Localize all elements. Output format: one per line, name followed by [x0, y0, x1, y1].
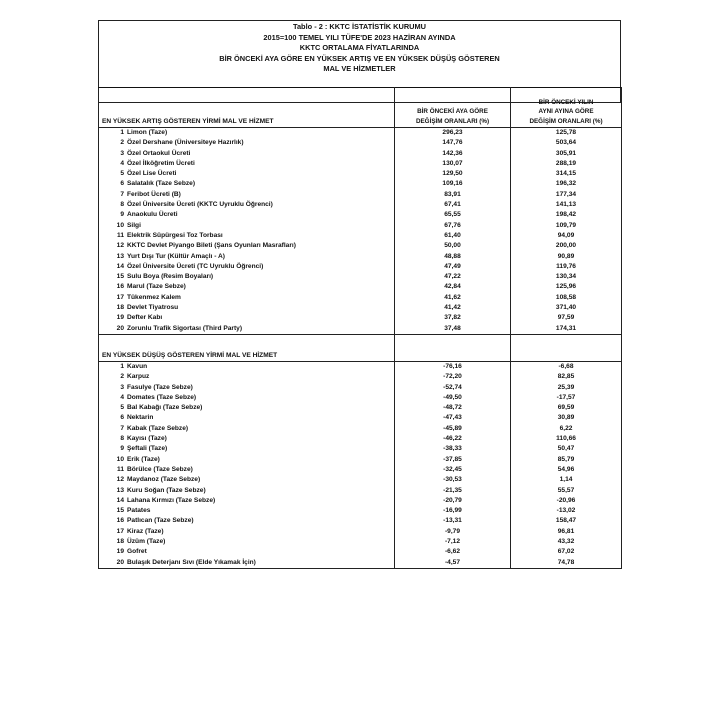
item-name: Kiraz (Taze) [127, 527, 164, 535]
empty-cell [395, 341, 511, 362]
row-number: 1 [120, 129, 124, 136]
yearly-change-cell: -13,02 [511, 506, 622, 516]
item-name: Bal Kabağı (Taze Sebze) [127, 404, 203, 412]
item-cell [99, 169, 395, 179]
row-number: 16 [116, 517, 124, 525]
item-cell [99, 547, 395, 557]
row-number: 2 [120, 373, 124, 381]
row-number: 18 [116, 537, 124, 545]
table-row [99, 434, 622, 444]
item-cell [99, 138, 395, 148]
yearly-change-cell: 55,57 [511, 486, 622, 496]
item-name: Börülce (Taze Sebze) [127, 465, 193, 473]
yearly-change-cell: 119,76 [511, 262, 622, 272]
item-cell [99, 486, 395, 496]
item-name: Kayısı (Taze) [127, 435, 167, 443]
header-line: BİR ÖNCEKİ AYA GÖRE [417, 108, 488, 116]
row-number: 5 [120, 170, 124, 178]
header-line: DEĞİŞİM ORANLARI (%) [529, 117, 603, 125]
yearly-change-cell: 130,34 [511, 272, 622, 282]
item-cell [99, 537, 395, 547]
item-name: Özel Lise Ücreti [127, 170, 177, 178]
item-name: Kuru Soğan (Taze Sebze) [127, 486, 206, 494]
monthly-change-cell: -21,35 [395, 486, 511, 496]
empty-cell [511, 341, 622, 362]
table-row [99, 465, 622, 475]
table-row [99, 547, 622, 557]
table-row [99, 558, 622, 569]
row-number: 16 [116, 283, 124, 291]
monthly-change-cell: 41,42 [395, 303, 511, 313]
row-number: 6 [120, 414, 124, 422]
table-row [99, 361, 622, 372]
title-line: BİR ÖNCEKİ AYA GÖRE EN YÜKSEK ARTIŞ VE EN YÜKSEK DÜŞÜŞ GÖSTEREN [219, 53, 500, 63]
item-cell [99, 465, 395, 475]
yearly-change-cell: 196,32 [511, 179, 622, 189]
item-cell [99, 516, 395, 526]
item-cell [99, 200, 395, 210]
row-number: 10 [116, 221, 124, 229]
row-number: 8 [120, 201, 124, 209]
table-row [99, 200, 622, 210]
yearly-change-cell: 90,89 [511, 252, 622, 262]
item-name: Feribot Ücreti (B) [127, 190, 181, 198]
yearly-change-cell: 74,78 [511, 558, 622, 569]
monthly-change-cell: -13,31 [395, 516, 511, 526]
increase-section-title: EN YÜKSEK ARTIŞ GÖSTEREN YİRMİ MAL VE HİZMET [99, 88, 395, 128]
monthly-change-cell: -4,57 [395, 558, 511, 569]
table-row [99, 413, 622, 423]
item-name: Marul (Taze Sebze) [127, 283, 186, 291]
monthly-change-cell: 130,07 [395, 159, 511, 169]
item-name: Zorunlu Trafik Sigortası (Third Party) [127, 324, 243, 332]
row-number: 7 [120, 424, 124, 432]
table-row [99, 403, 622, 413]
item-cell [99, 506, 395, 516]
monthly-change-cell: 37,48 [395, 324, 511, 335]
monthly-change-cell: 61,40 [395, 231, 511, 241]
monthly-change-cell: 48,88 [395, 252, 511, 262]
yearly-change-cell: 25,39 [511, 383, 622, 393]
monthly-change-cell: -38,33 [395, 444, 511, 454]
yearly-change-cell: 305,91 [511, 149, 622, 159]
table-row [99, 303, 622, 313]
item-name: Devlet Tiyatrosu [127, 304, 179, 312]
yearly-change-cell: -6,68 [511, 361, 622, 372]
row-number: 3 [120, 149, 124, 157]
table-row [99, 372, 622, 382]
yearly-change-cell: 67,02 [511, 547, 622, 557]
monthly-change-cell: -52,74 [395, 383, 511, 393]
item-cell [99, 262, 395, 272]
yearly-change-cell: 314,15 [511, 169, 622, 179]
item-cell [99, 221, 395, 231]
item-cell [99, 210, 395, 220]
monthly-change-cell: 41,62 [395, 293, 511, 303]
title-line: KKTC ORTALAMA FİYATLARINDA [299, 43, 420, 53]
item-name: Özel Üniversite Ücreti (TC Uyruklu Öğrenci) [127, 262, 264, 270]
table-row [99, 252, 622, 262]
table-row [99, 537, 622, 547]
item-name: Gofret [127, 548, 147, 556]
item-name: Defter Kabı [127, 314, 163, 322]
item-name: KKTC Devlet Piyango Bileti (Şans Oyunları Masrafları) [127, 242, 296, 250]
item-cell [99, 149, 395, 159]
decrease-section-header [99, 341, 622, 362]
item-name: Patlıcan (Taze Sebze) [127, 517, 194, 525]
table-row [99, 159, 622, 169]
yearly-change-cell: 125,96 [511, 282, 622, 292]
title-line: 2015=100 TEMEL YILI TÜFE'DE 2023 HAZİRAN AYINDA [263, 32, 456, 42]
decrease-section-title: EN YÜKSEK DÜŞÜŞ GÖSTEREN YİRMİ MAL VE HİZMET [99, 341, 395, 362]
yearly-change-cell: 6,22 [511, 424, 622, 434]
item-name: Patates [127, 507, 151, 515]
monthly-change-cell: -76,16 [395, 361, 511, 372]
table-row [99, 455, 622, 465]
price-change-table [98, 87, 622, 569]
table-row [99, 282, 622, 292]
row-number: 20 [116, 558, 124, 566]
row-number: 9 [120, 211, 124, 219]
row-number: 10 [116, 455, 124, 463]
yearly-change-cell: 69,59 [511, 403, 622, 413]
item-name: Tükenmez Kalem [127, 293, 181, 301]
table-row [99, 444, 622, 454]
yearly-change-cell: 141,13 [511, 200, 622, 210]
yearly-change-cell: 94,09 [511, 231, 622, 241]
row-number: 2 [120, 139, 124, 147]
table-row [99, 190, 622, 200]
row-number: 4 [120, 159, 124, 167]
table-row [99, 424, 622, 434]
row-number: 3 [120, 383, 124, 391]
monthly-change-cell: 67,76 [395, 221, 511, 231]
item-name: Kavun [127, 362, 148, 370]
item-name: Kabak (Taze Sebze) [127, 424, 189, 432]
yearly-change-cell: 200,00 [511, 241, 622, 251]
item-cell [99, 383, 395, 393]
item-cell [99, 475, 395, 485]
monthly-change-cell: -45,89 [395, 424, 511, 434]
yearly-change-cell: 371,40 [511, 303, 622, 313]
item-cell [99, 434, 395, 444]
row-number: 17 [116, 527, 124, 535]
item-name: Özel Ortaokul Ücreti [127, 149, 191, 157]
table-row [99, 324, 622, 335]
yearly-change-cell: 82,85 [511, 372, 622, 382]
table-row [99, 506, 622, 516]
row-number: 11 [117, 231, 124, 239]
item-cell [99, 303, 395, 313]
item-name: Salatalık (Taze Sebze) [127, 180, 196, 188]
title-line: MAL VE HİZMETLER [323, 64, 396, 74]
monthly-change-cell: -30,53 [395, 475, 511, 485]
item-cell [99, 252, 395, 262]
monthly-change-cell: -6,62 [395, 547, 511, 557]
item-name: Yurt Dışı Tur (Kültür Amaçlı - A) [127, 252, 225, 260]
item-name: Nektarin [127, 414, 154, 422]
row-number: 6 [120, 180, 124, 188]
item-name: Limon (Taze) [127, 129, 168, 136]
row-number: 20 [116, 324, 124, 332]
table-row [99, 496, 622, 506]
row-number: 13 [116, 486, 124, 494]
row-number: 11 [117, 465, 124, 473]
table-row [99, 272, 622, 282]
table-row [99, 293, 622, 303]
monthly-change-cell: 109,16 [395, 179, 511, 189]
item-cell [99, 324, 395, 335]
item-cell [99, 424, 395, 434]
header-line: AYNI AYINA GÖRE [538, 108, 594, 116]
table-row [99, 231, 622, 241]
monthly-change-cell: -37,85 [395, 455, 511, 465]
monthly-change-cell: 37,82 [395, 313, 511, 323]
item-cell [99, 496, 395, 506]
row-number: 5 [120, 404, 124, 412]
monthly-change-cell: 42,84 [395, 282, 511, 292]
monthly-change-cell: -46,22 [395, 434, 511, 444]
monthly-change-header [395, 88, 511, 128]
yearly-change-cell: 158,47 [511, 516, 622, 526]
table-row [99, 313, 622, 323]
item-name: Özel Üniversite Ücreti (KKTC Uyruklu Öğrenci) [127, 201, 273, 209]
item-name: Lahana Kırmızı (Taze Sebze) [127, 496, 216, 504]
table-row [99, 383, 622, 393]
monthly-change-cell: 47,22 [395, 272, 511, 282]
item-cell [99, 179, 395, 189]
yearly-change-cell: 109,79 [511, 221, 622, 231]
table-row [99, 262, 622, 272]
monthly-change-cell: -47,43 [395, 413, 511, 423]
yearly-change-cell: -17,57 [511, 393, 622, 403]
item-name: Özel İlköğretim Ücreti [127, 159, 195, 167]
row-number: 19 [116, 548, 124, 556]
item-cell [99, 128, 395, 139]
yearly-change-cell: 54,96 [511, 465, 622, 475]
item-name: Erik (Taze) [127, 455, 160, 463]
table-row [99, 486, 622, 496]
item-cell [99, 444, 395, 454]
table-row [99, 516, 622, 526]
header-row [99, 88, 622, 128]
item-name: Anaokulu Ücreti [127, 211, 178, 219]
item-cell [99, 313, 395, 323]
item-name: Maydanoz (Taze Sebze) [127, 476, 201, 484]
item-cell [99, 282, 395, 292]
yearly-change-cell: 96,81 [511, 527, 622, 537]
row-number: 18 [116, 304, 124, 312]
item-cell [99, 272, 395, 282]
monthly-change-cell: 147,76 [395, 138, 511, 148]
yearly-change-cell: 50,47 [511, 444, 622, 454]
item-cell [99, 393, 395, 403]
table-row [99, 475, 622, 485]
row-number: 13 [116, 252, 124, 260]
row-number: 15 [116, 273, 124, 281]
row-number: 8 [120, 435, 124, 443]
monthly-change-cell: -48,72 [395, 403, 511, 413]
monthly-change-cell: 296,23 [395, 128, 511, 139]
item-cell [99, 558, 395, 569]
header-line: DEĞİŞİM ORANLARI (%) [415, 117, 490, 125]
item-cell [99, 231, 395, 241]
table-row [99, 169, 622, 179]
yearly-change-header [511, 88, 622, 128]
row-number: 9 [120, 445, 124, 453]
yearly-change-cell: 177,34 [511, 190, 622, 200]
item-cell [99, 372, 395, 382]
table-row [99, 241, 622, 251]
row-number: 12 [116, 242, 124, 250]
table-row [99, 221, 622, 231]
monthly-change-cell: 47,49 [395, 262, 511, 272]
yearly-change-cell: 125,78 [511, 128, 622, 139]
item-cell [99, 527, 395, 537]
monthly-change-cell: -49,50 [395, 393, 511, 403]
item-name: Şeftali (Taze) [127, 445, 168, 453]
item-name: Fasulye (Taze Sebze) [127, 383, 193, 391]
row-number: 12 [116, 476, 124, 484]
item-cell [99, 361, 395, 372]
monthly-change-cell: 129,50 [395, 169, 511, 179]
row-number: 1 [120, 362, 124, 370]
yearly-change-cell: 43,32 [511, 537, 622, 547]
monthly-change-cell: -16,99 [395, 506, 511, 516]
table-row [99, 149, 622, 159]
item-name: Domates (Taze Sebze) [127, 393, 197, 401]
row-number: 17 [116, 293, 124, 301]
yearly-change-cell: 30,89 [511, 413, 622, 423]
item-name: Sulu Boya (Resim Boyaları) [127, 273, 214, 281]
item-cell [99, 455, 395, 465]
item-name: Karpuz [127, 373, 150, 381]
item-name: Üzüm (Taze) [127, 537, 166, 545]
item-name: Elektrik Süpürgesi Toz Torbası [127, 231, 223, 239]
yearly-change-cell: -20,96 [511, 496, 622, 506]
monthly-change-cell: -9,79 [395, 527, 511, 537]
item-cell [99, 413, 395, 423]
monthly-change-cell: 50,00 [395, 241, 511, 251]
item-cell [99, 241, 395, 251]
monthly-change-cell: 142,36 [395, 149, 511, 159]
yearly-change-cell: 97,59 [511, 313, 622, 323]
yearly-change-cell: 85,79 [511, 455, 622, 465]
table-row [99, 210, 622, 220]
item-cell [99, 190, 395, 200]
yearly-change-cell: 503,64 [511, 138, 622, 148]
row-number: 19 [116, 314, 124, 322]
row-number: 14 [116, 496, 124, 504]
monthly-change-cell: -7,12 [395, 537, 511, 547]
yearly-change-cell: 198,42 [511, 210, 622, 220]
table-row [99, 393, 622, 403]
yearly-change-cell: 110,66 [511, 434, 622, 444]
item-name: Bulaşık Deterjanı Sıvı (Elde Yıkamak İçin) [127, 558, 256, 566]
monthly-change-cell: 67,41 [395, 200, 511, 210]
row-number: 4 [120, 393, 124, 401]
header-line: BİR ÖNCEKİ YILIN [538, 98, 594, 106]
yearly-change-cell: 108,58 [511, 293, 622, 303]
title-line: Tablo - 2 : KKTC İSTATİSTİK KURUMU [292, 22, 427, 31]
yearly-change-cell: 174,31 [511, 324, 622, 335]
row-number: 7 [120, 190, 124, 198]
item-cell [99, 293, 395, 303]
monthly-change-cell: -32,45 [395, 465, 511, 475]
yearly-change-cell: 288,19 [511, 159, 622, 169]
monthly-change-cell: 83,91 [395, 190, 511, 200]
row-number: 15 [116, 507, 124, 515]
monthly-change-cell: -72,20 [395, 372, 511, 382]
item-name: Silgi [127, 221, 141, 229]
table-row [99, 128, 622, 139]
table-row [99, 527, 622, 537]
item-cell [99, 159, 395, 169]
yearly-change-cell: 1,14 [511, 475, 622, 485]
table-row [99, 138, 622, 148]
table-row [99, 179, 622, 189]
row-number: 14 [116, 262, 124, 270]
item-cell [99, 403, 395, 413]
monthly-change-cell: -20,79 [395, 496, 511, 506]
item-name: Özel Dershane (Üniversiteye Hazırlık) [127, 139, 244, 147]
monthly-change-cell: 65,55 [395, 210, 511, 220]
